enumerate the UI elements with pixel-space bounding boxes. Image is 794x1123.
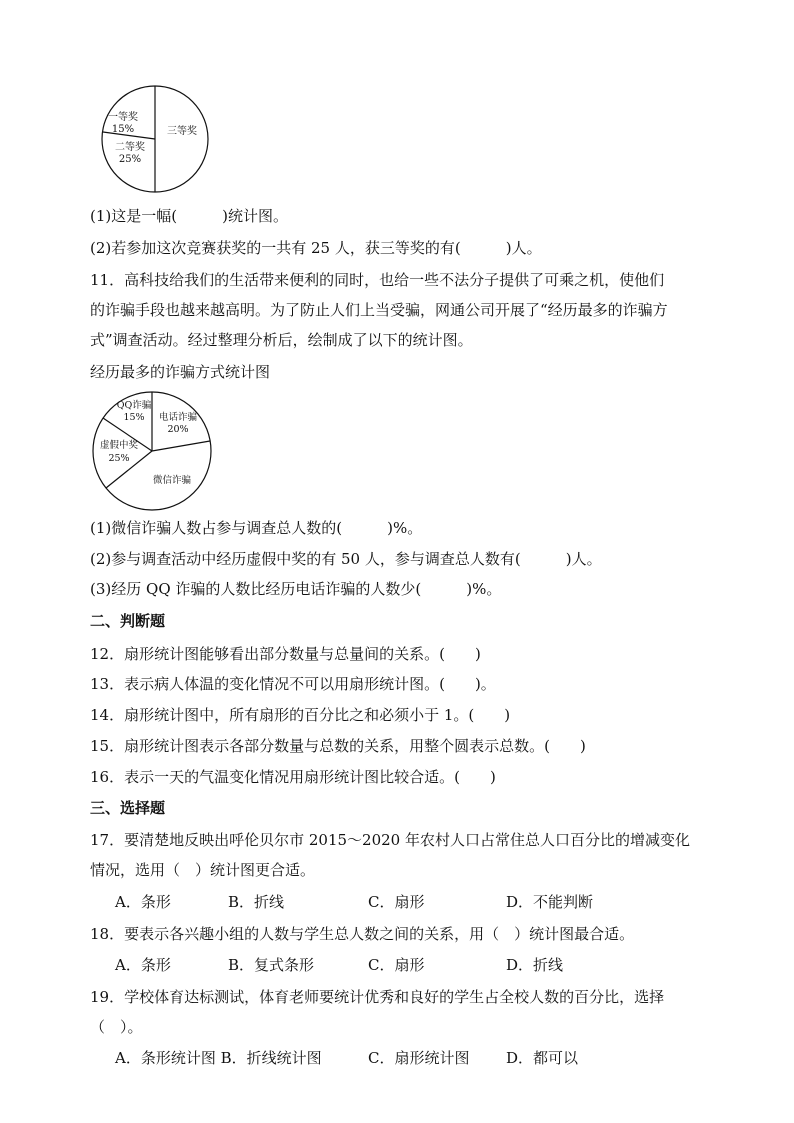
pie-label-qq: QQ诈骗: [116, 400, 152, 411]
pie-label-second: 二等奖: [115, 142, 145, 153]
q17-option-a[interactable]: A．条形: [115, 893, 171, 911]
q18-option-c[interactable]: C．扇形: [368, 956, 425, 974]
q11-part3: (3)经历 QQ 诈骗的人数比经历电话诈骗的人数少( )%。: [90, 580, 502, 598]
pie-label-fake: 虚假中奖: [99, 440, 139, 451]
q10-part1: (1)这是一幅( )统计图。: [90, 207, 288, 225]
q18-option-b[interactable]: B．复式条形: [228, 956, 315, 974]
q15: 15．扇形统计图表示各部分数量与总数的关系，用整个圆表示总数。( ): [90, 737, 586, 755]
q11-line3: 式”调查活动。经过整理分析后，绘制成了以下的统计图。: [90, 331, 473, 349]
q19-line2: （ ）。: [90, 1018, 143, 1036]
q11-part1: (1)微信诈骗人数占参与调查总人数的( )%。: [90, 519, 423, 537]
q18-line1: 18．要表示各兴趣小组的人数与学生总人数之间的关系，用（ ）统计图最合适。: [90, 925, 635, 943]
pie-label-first: 一等奖: [108, 112, 138, 123]
q11-line2: 的诈骗手段也越来越高明。为了防止人们上当受骗，网通公司开展了“经历最多的诈骗方: [90, 301, 668, 319]
q12: 12．扇形统计图能够看出部分数量与总量间的关系。( ): [90, 645, 481, 663]
pie-label-first-pct: 15%: [111, 124, 135, 135]
q18-option-d[interactable]: D．折线: [506, 956, 564, 974]
pie-label-second-pct: 25%: [118, 154, 142, 165]
q14: 14．扇形统计图中，所有扇形的百分比之和必须小于 1。( ): [90, 706, 511, 724]
section3-heading: 三、选择题: [90, 799, 166, 817]
q19-line1: 19．学校体育达标测试，体育老师要统计优秀和良好的学生占全校人数的百分比，选择: [90, 988, 665, 1006]
q19-option-ab[interactable]: A．条形统计图 B．折线统计图: [115, 1049, 322, 1067]
fraud-pie-chart: [90, 390, 220, 512]
q19-option-c[interactable]: C．扇形统计图: [368, 1049, 470, 1067]
pie-label-phone: 电话诈骗: [158, 412, 198, 423]
pie-label-wechat: 微信诈骗: [152, 475, 192, 486]
q11-chart-title: 经历最多的诈骗方式统计图: [90, 363, 271, 381]
q17-option-c[interactable]: C．扇形: [368, 893, 425, 911]
q17-option-d[interactable]: D．不能判断: [506, 893, 594, 911]
pie-label-qq-pct: 15%: [123, 412, 145, 423]
q17-line2: 情况，选用（ ）统计图更合适。: [90, 861, 316, 879]
pie-label-third: 三等奖: [167, 126, 197, 137]
pie-label-phone-pct: 20%: [167, 424, 189, 435]
award-pie-chart: [98, 84, 228, 194]
q17-option-b[interactable]: B．折线: [228, 893, 285, 911]
section2-heading: 二、判断题: [90, 612, 166, 630]
q17-line1: 17．要清楚地反映出呼伦贝尔市 2015～2020 年农村人口占常住总人口百分比的增减变化: [90, 831, 690, 849]
pie-divider-right: [152, 441, 210, 451]
q16: 16．表示一天的气温变化情况用扇形统计图比较合适。( ): [90, 768, 496, 786]
q10-part2: (2)若参加这次竞赛获奖的一共有 25 人，获三等奖的有( )人。: [90, 239, 542, 257]
q11-line1: 11．高科技给我们的生活带来便利的同时，也给一些不法分子提供了可乘之机，使他们: [90, 271, 665, 289]
q18-option-a[interactable]: A．条形: [115, 956, 171, 974]
q11-part2: (2)参与调查活动中经历虚假中奖的有 50 人，参与调查总人数有( )人。: [90, 550, 602, 568]
pie-label-fake-pct: 25%: [108, 453, 130, 464]
q13: 13．表示病人体温的变化情况不可以用扇形统计图。( )。: [90, 675, 496, 693]
q19-option-d[interactable]: D．都可以: [506, 1049, 579, 1067]
